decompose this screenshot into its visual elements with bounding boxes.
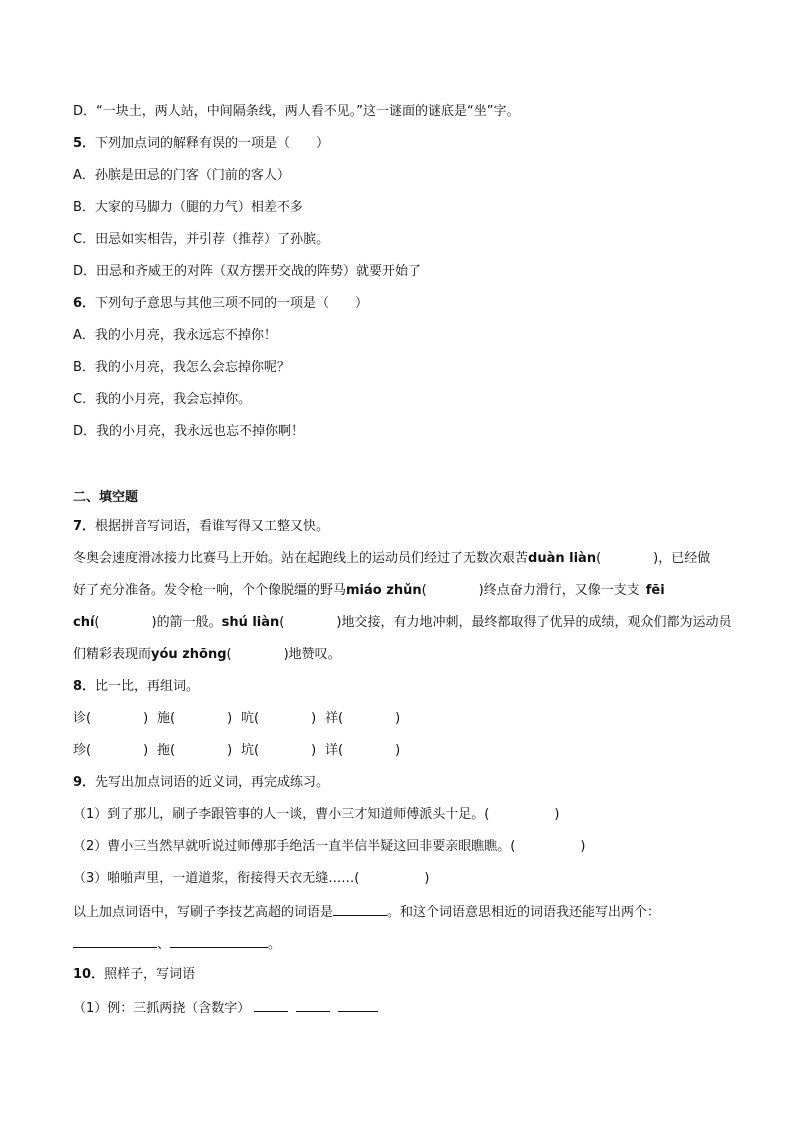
q7-line-1 <box>73 551 710 567</box>
question-8-stem <box>73 679 199 695</box>
answer-underline[interactable] <box>254 999 288 1012</box>
word-blank[interactable]: 珍( ) <box>73 743 149 758</box>
q9-summary <box>73 903 660 921</box>
separator: 、 <box>157 937 171 952</box>
q9-summary-text: 。和这个词语意思相近的词语我还能写出两个： <box>387 905 661 920</box>
q6-option-a: A．我的小月亮，我永远忘不掉你！ <box>73 328 277 343</box>
question-6-stem <box>73 296 368 312</box>
question-number: 5． <box>73 136 96 151</box>
answer-underline[interactable] <box>333 903 387 916</box>
pinyin: miáo zhǔn <box>346 583 422 598</box>
pinyin: yóu zhōng <box>151 647 227 662</box>
q6-option-c: C．我的小月亮，我会忘掉你。 <box>73 392 252 407</box>
pinyin: shú liàn <box>221 615 280 630</box>
question-number: 7． <box>73 519 96 534</box>
question-5-stem <box>73 136 329 152</box>
question-number: 10． <box>73 967 105 982</box>
answer-blank[interactable]: ( )终点奋力滑行，又像一支支 <box>421 583 640 598</box>
word-blank[interactable]: 吭( ) <box>241 711 317 726</box>
question-text: 根据拼音写词语，看谁写得又工整又快。 <box>95 519 330 534</box>
answer-underline[interactable] <box>296 999 330 1012</box>
answer-underline[interactable] <box>170 935 268 948</box>
answer-blank[interactable]: ( )地交接，有力地冲刺，最终都取得了优异的成绩，观众们都为运动员 <box>279 615 732 630</box>
section-heading-fill-in: 二、填空题 <box>73 490 139 505</box>
question-9-stem <box>73 775 329 791</box>
question-text: 下列加点词的解释有误的一项是（ ） <box>95 136 330 151</box>
q9-item-3: （3）啪啪声里，一道道浆，衔接得天衣无缝……( ) <box>73 871 430 886</box>
q5-option-d: D．田忌和齐威王的对阵（双方摆开交战的阵势）就要开始了 <box>73 264 422 279</box>
q8-row-2 <box>73 743 409 759</box>
q6-option-d: D．我的小月亮，我永远也忘不掉你啊！ <box>73 424 305 439</box>
question-number: 9． <box>73 775 96 790</box>
question-text: 下列句子意思与其他三项不同的一项是（ ） <box>95 296 369 311</box>
q9-answer-line <box>73 935 281 953</box>
question-10-stem <box>73 967 195 983</box>
q5-option-b: B．大家的马脚力（腿的力气）相差不多 <box>73 200 303 215</box>
q7-text: 好了充分准备。发令枪一响，个个像脱缰的野马 <box>73 583 347 598</box>
answer-blank[interactable]: ( )，已经做 <box>596 551 711 566</box>
answer-blank[interactable]: ( )的箭一般。 <box>94 615 222 630</box>
q5-option-a: A．孙膑是田忌的门客（门前的客人） <box>73 168 290 183</box>
answer-underline[interactable] <box>338 999 378 1012</box>
question-text: 比一比，再组词。 <box>95 679 200 694</box>
q9-item-2: （2）曹小三当然早就听说过师傅那手绝活一直半信半疑这回非要亲眼瞧瞧。( ) <box>73 839 586 854</box>
q7-line-4 <box>73 647 341 663</box>
q6-option-b: B．我的小月亮，我怎么会忘掉你呢？ <box>73 360 290 375</box>
word-blank[interactable]: 详( ) <box>325 743 401 758</box>
q10-example: （1）例：三抓两挠（含数字） <box>73 1001 251 1016</box>
pinyin: chí <box>73 615 95 630</box>
q9-summary-text: 以上加点词语中，写刷子李技艺高超的词语是 <box>73 905 334 920</box>
answer-underline[interactable] <box>73 935 157 948</box>
question-number: 6． <box>73 296 96 311</box>
q8-row-1 <box>73 711 409 727</box>
q5-option-c: C．田忌如实相告，并引荐（推荐）了孙膑。 <box>73 232 330 247</box>
question-number: 8． <box>73 679 96 694</box>
question-7-stem <box>73 519 329 535</box>
q4-option-d: D．“一块土，两人站，中间隔条线，两人看不见。”这一谜面的谜底是“坐”字。 <box>73 104 520 119</box>
word-blank[interactable]: 施( ) <box>157 711 233 726</box>
pinyin: duàn liàn <box>528 551 597 566</box>
q7-text: 们精彩表现而 <box>73 647 152 662</box>
word-blank[interactable]: 祥( ) <box>325 711 401 726</box>
word-blank[interactable]: 坑( ) <box>241 743 317 758</box>
q7-line-2 <box>73 583 665 599</box>
period: 。 <box>268 937 282 952</box>
word-blank[interactable]: 诊( ) <box>73 711 149 726</box>
q9-item-1: （1）到了那儿，刷子李跟管事的人一谈，曹小三才知道师傅派头十足。( ) <box>73 807 560 822</box>
q10-item-1 <box>73 999 378 1017</box>
q7-text: 冬奥会速度滑冰接力比赛马上开始。站在起跑线上的运动员们经过了无数次艰苦 <box>73 551 529 566</box>
answer-blank[interactable]: ( )地赞叹。 <box>226 647 341 662</box>
question-text: 先写出加点词语的近义词，再完成练习。 <box>95 775 330 790</box>
question-text: 照样子，写词语 <box>104 967 196 982</box>
word-blank[interactable]: 拖( ) <box>157 743 233 758</box>
pinyin: fēi <box>645 583 665 598</box>
q7-line-3 <box>73 615 731 631</box>
